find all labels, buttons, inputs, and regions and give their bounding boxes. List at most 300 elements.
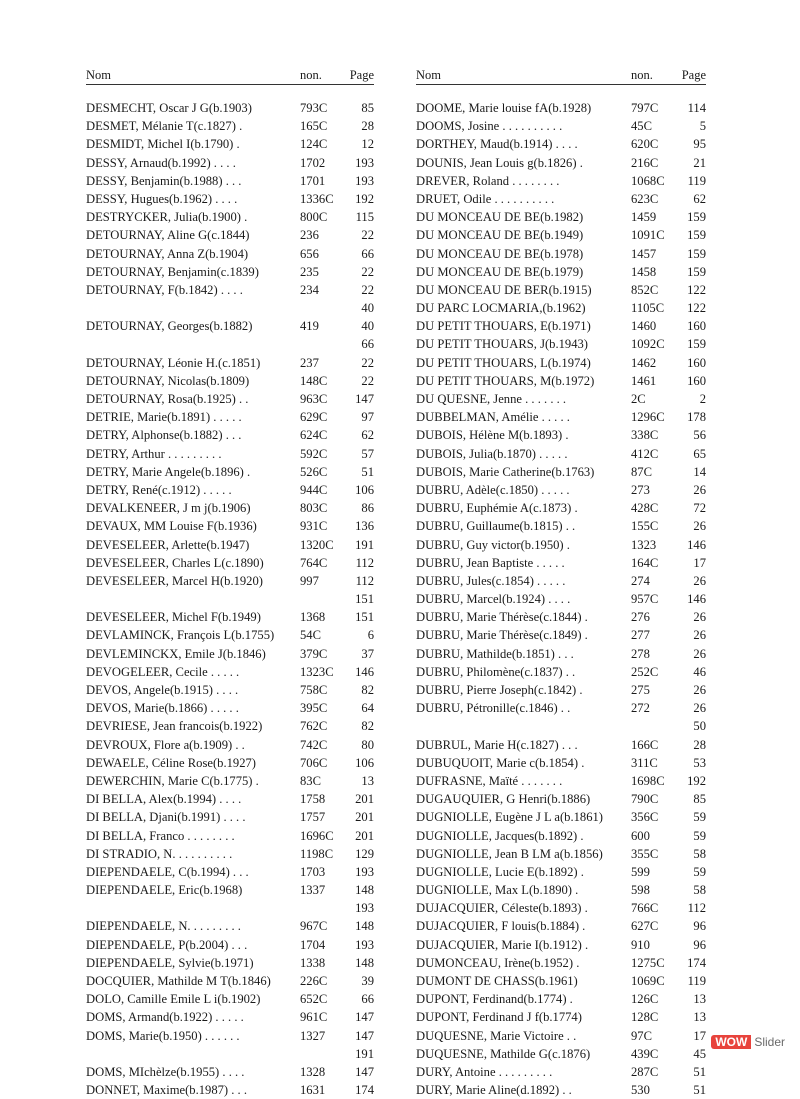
index-entry xyxy=(86,426,374,444)
entry-name: DEVESELEER, Marcel H(b.1920) xyxy=(86,573,263,588)
entry-name: DUMONCEAU, Irène(b.1952) . xyxy=(416,955,580,970)
entry-page: 106 xyxy=(355,755,374,770)
index-entry xyxy=(86,281,374,299)
entry-name: DOMS, Marie(b.1950) . . . . . . xyxy=(86,1028,240,1043)
index-entry xyxy=(416,154,706,172)
entry-number: 742C xyxy=(300,737,328,752)
entry-page: 129 xyxy=(355,846,374,861)
entry-page: 17 xyxy=(693,555,706,570)
index-entry xyxy=(86,772,374,790)
entry-page: 51 xyxy=(693,1083,706,1098)
index-entry xyxy=(416,335,706,353)
entry-name: DU MONCEAU DE BE(b.1979) xyxy=(416,264,584,279)
index-entry xyxy=(416,245,706,263)
entry-number: 1338 xyxy=(300,955,326,970)
entry-page: 86 xyxy=(361,501,374,516)
entry-name: DUGNIOLLE, Jean B LM a(b.1856) xyxy=(416,846,603,861)
entry-name: DEVESELEER, Arlette(b.1947) xyxy=(86,537,250,552)
entry-page: 201 xyxy=(355,792,374,807)
index-entry xyxy=(86,663,374,681)
entry-name: DEVRIESE, Jean francois(b.1922) xyxy=(86,719,263,734)
entry-page: 45 xyxy=(693,1046,706,1061)
entry-name: DUBRU, Mathilde(b.1851) . . . xyxy=(416,646,574,661)
entry-page: 148 xyxy=(355,919,374,934)
index-entry xyxy=(86,190,374,208)
index-entry xyxy=(416,717,706,735)
entry-page: 17 xyxy=(693,1028,706,1043)
entry-number: 598 xyxy=(631,883,650,898)
entry-number: 124C xyxy=(300,137,328,152)
entry-number: 1757 xyxy=(300,810,326,825)
index-entry xyxy=(86,463,374,481)
index-entry xyxy=(416,226,706,244)
entry-page: 85 xyxy=(693,792,706,807)
index-entry xyxy=(416,954,706,972)
entry-page: 106 xyxy=(355,482,374,497)
entry-page: 26 xyxy=(693,519,706,534)
entry-number: 45C xyxy=(631,119,652,134)
entry-name: DETOURNAY, Benjamin(c.1839) xyxy=(86,264,259,279)
entry-page: 160 xyxy=(687,319,706,334)
entry-name: DIEPENDAELE, Sylvie(b.1971) xyxy=(86,955,254,970)
index-entry xyxy=(86,972,374,990)
entry-name: DEVAUX, MM Louise F(b.1936) xyxy=(86,519,257,534)
index-entry xyxy=(86,1027,374,1045)
entry-number: 273 xyxy=(631,482,650,497)
index-entry xyxy=(416,1045,706,1063)
entry-name: DUBRU, Pierre Joseph(c.1842) . xyxy=(416,683,583,697)
entry-number: 706C xyxy=(300,755,328,770)
entry-page: 147 xyxy=(355,1028,374,1043)
header-page: Page xyxy=(349,68,374,82)
entry-name: DU PARC LOCMARIA,(b.1962) xyxy=(416,301,586,316)
entry-number: 797C xyxy=(631,101,659,115)
index-entry xyxy=(416,408,706,426)
entry-name: DUBRU, Pétronille(c.1846) . . xyxy=(416,701,571,716)
entry-page: 147 xyxy=(355,392,374,406)
entry-page: 46 xyxy=(693,664,706,679)
entry-name: DUPONT, Ferdinand(b.1774) . xyxy=(416,992,573,1007)
entry-number: 274 xyxy=(631,573,650,588)
index-entry xyxy=(86,226,374,244)
entry-name: DU MONCEAU DE BE(b.1949) xyxy=(416,228,584,243)
entry-name: DETOURNAY, Anna Z(b.1904) xyxy=(86,246,249,261)
entry-page: 5 xyxy=(699,119,706,134)
entry-number: 379C xyxy=(300,646,328,661)
entry-name: DUBUQUOIT, Marie c(b.1854) . xyxy=(416,755,585,770)
entry-page: 72 xyxy=(693,501,706,516)
entry-name: DUGNIOLLE, Lucie E(b.1892) . xyxy=(416,864,584,879)
entry-page: 66 xyxy=(361,246,374,261)
entry-number: 87C xyxy=(631,464,652,479)
entry-name: DUBRU, Marie Thérèse(c.1849) . xyxy=(416,628,588,643)
index-entry xyxy=(416,572,706,590)
entry-page: 191 xyxy=(355,537,374,552)
entry-number: 1701 xyxy=(300,173,326,188)
entry-name: DETOURNAY, Nicolas(b.1809) xyxy=(86,373,250,388)
index-entry xyxy=(86,536,374,554)
index-entry xyxy=(86,954,374,972)
entry-page: 96 xyxy=(693,919,706,934)
entry-number: 1323C xyxy=(300,664,334,679)
entry-page: 147 xyxy=(355,1010,374,1025)
entry-page: 159 xyxy=(687,264,706,279)
entry-name: DUJACQUIER, F louis(b.1884) . xyxy=(416,919,586,934)
entry-name: DESSY, Benjamin(b.1988) . . . xyxy=(86,173,242,188)
entry-page: 22 xyxy=(361,282,374,297)
entry-page: 65 xyxy=(693,446,706,461)
header-number: non. xyxy=(631,68,653,82)
entry-name: DESSY, Arnaud(b.1992) . . . . xyxy=(86,155,236,170)
entry-page: 28 xyxy=(693,737,706,752)
entry-page: 174 xyxy=(687,955,706,970)
entry-name: DUBBELMAN, Amélie . . . . . xyxy=(416,410,570,425)
entry-number: 1459 xyxy=(631,210,657,225)
entry-number: 762C xyxy=(300,719,328,734)
entry-number: 1320C xyxy=(300,537,334,552)
entry-name: DUPONT, Ferdinand J f(b.1774) xyxy=(416,1010,582,1025)
entry-page: 85 xyxy=(361,101,374,115)
entry-number: 1275C xyxy=(631,955,665,970)
entry-number: 961C xyxy=(300,1010,328,1025)
entry-number: 1703 xyxy=(300,864,326,879)
entry-number: 1460 xyxy=(631,319,657,334)
entry-name: DETRY, Marie Angele(b.1896) . xyxy=(86,464,251,479)
entry-page: 40 xyxy=(361,319,374,334)
entry-name: DUBRU, Jules(c.1854) . . . . . xyxy=(416,573,566,588)
entry-number: 600 xyxy=(631,828,650,843)
index-entry xyxy=(416,117,706,135)
index-entry xyxy=(86,554,374,572)
entry-page: 66 xyxy=(361,992,374,1007)
entry-page: 160 xyxy=(687,373,706,388)
entry-page: 51 xyxy=(693,1064,706,1079)
index-entry xyxy=(416,772,706,790)
index-entry xyxy=(86,1008,374,1026)
entry-number: 1704 xyxy=(300,937,326,952)
entry-name: DOMS, MIchèlze(b.1955) . . . . xyxy=(86,1064,245,1079)
entry-name: DUBRU, Jean Baptiste . . . . . xyxy=(416,555,565,570)
entry-name: DEVROUX, Flore a(b.1909) . . xyxy=(86,737,245,752)
entry-page: 26 xyxy=(693,610,706,625)
entry-page: 26 xyxy=(693,573,706,588)
entry-number: 428C xyxy=(631,501,659,516)
index-entry xyxy=(416,481,706,499)
index-entry xyxy=(86,863,374,881)
index-entry xyxy=(416,1063,706,1081)
index-entry xyxy=(86,335,374,353)
entry-name: DUBRU, Adèle(c.1850) . . . . . xyxy=(416,482,570,497)
entry-name: DREVER, Roland . . . . . . . . xyxy=(416,173,560,188)
entry-page: 151 xyxy=(355,592,374,607)
index-entry xyxy=(86,317,374,335)
entry-number: 272 xyxy=(631,701,650,716)
index-entry xyxy=(416,554,706,572)
entry-number: 355C xyxy=(631,846,659,861)
entry-page: 26 xyxy=(693,646,706,661)
entry-page: 6 xyxy=(367,628,374,643)
entry-page: 119 xyxy=(687,974,706,988)
index-entry xyxy=(86,445,374,463)
index-entry xyxy=(416,99,706,117)
entry-number: 629C xyxy=(300,410,328,425)
entry-number: 412C xyxy=(631,446,659,461)
index-entry xyxy=(416,808,706,826)
entry-number: 764C xyxy=(300,555,328,570)
entry-name: DUBRU, Guy victor(b.1950) . xyxy=(416,537,570,552)
entry-number: 852C xyxy=(631,282,659,297)
entry-page: 80 xyxy=(361,737,374,752)
entry-page: 2 xyxy=(699,392,706,406)
entry-page: 147 xyxy=(355,1064,374,1079)
index-entry xyxy=(86,827,374,845)
entry-number: 931C xyxy=(300,519,328,534)
index-entry xyxy=(86,408,374,426)
entry-number: 164C xyxy=(631,555,659,570)
index-entry xyxy=(86,172,374,190)
entry-name: DESMET, Mélanie T(c.1827) . xyxy=(86,119,243,134)
index-entry xyxy=(86,754,374,772)
entry-number: 338C xyxy=(631,428,659,443)
entry-number: 155C xyxy=(631,519,659,534)
index-entry xyxy=(86,917,374,935)
entry-page: 193 xyxy=(355,937,374,952)
index-entry xyxy=(416,645,706,663)
index-entry xyxy=(416,845,706,863)
entry-page: 40 xyxy=(361,301,374,316)
entry-name: DU PETIT THOUARS, J(b.1943) xyxy=(416,337,589,352)
entry-number: 1105C xyxy=(631,301,665,316)
entry-number: 656 xyxy=(300,246,319,261)
index-entry xyxy=(416,1008,706,1026)
index-entry xyxy=(86,845,374,863)
watermark-part2: Slider xyxy=(754,1035,785,1049)
entry-number: 1696C xyxy=(300,828,334,843)
entry-page: 146 xyxy=(355,664,374,679)
entry-number: 1328 xyxy=(300,1064,326,1079)
index-entry xyxy=(86,117,374,135)
entry-name: DUBOIS, Julia(b.1870) . . . . . xyxy=(416,446,568,461)
entry-number: 1068C xyxy=(631,173,665,188)
entry-number: 166C xyxy=(631,737,659,752)
entry-number: 226C xyxy=(300,974,328,988)
entry-page: 151 xyxy=(355,610,374,625)
entry-number: 800C xyxy=(300,210,328,225)
index-entry xyxy=(86,626,374,644)
entry-name: DOUNIS, Jean Louis g(b.1826) . xyxy=(416,155,583,170)
entry-number: 356C xyxy=(631,810,659,825)
entry-number: 624C xyxy=(300,428,328,443)
entry-name: DU MONCEAU DE BE(b.1978) xyxy=(416,246,584,261)
entry-page: 97 xyxy=(361,410,374,425)
entry-page: 159 xyxy=(687,228,706,243)
entry-page: 53 xyxy=(693,755,706,770)
entry-page: 193 xyxy=(355,173,374,188)
entry-page: 115 xyxy=(355,210,374,225)
entry-number: 623C xyxy=(631,191,659,206)
entry-name: DURY, Marie Aline(d.1892) . . xyxy=(416,1083,572,1098)
entry-number: 1458 xyxy=(631,264,657,279)
index-entry xyxy=(86,390,374,408)
watermark-part1: WOW xyxy=(711,1035,751,1049)
entry-number: 790C xyxy=(631,792,659,807)
entry-number: 957C xyxy=(631,592,659,607)
watermark-logo xyxy=(711,1035,788,1049)
entry-name: DEWERCHIN, Marie C(b.1775) . xyxy=(86,773,259,788)
entry-number: 1457 xyxy=(631,246,657,261)
index-column-left xyxy=(86,66,374,1099)
entry-number: 1462 xyxy=(631,355,657,370)
entry-page: 58 xyxy=(693,846,706,861)
index-entry xyxy=(416,172,706,190)
entry-page: 192 xyxy=(355,191,374,206)
index-entry xyxy=(86,354,374,372)
entry-page: 26 xyxy=(693,482,706,497)
index-entry xyxy=(86,572,374,590)
entry-name: DESSY, Hugues(b.1962) . . . . xyxy=(86,191,238,206)
entry-name: DEVOS, Marie(b.1866) . . . . . xyxy=(86,701,239,716)
entry-number: 1368 xyxy=(300,610,326,625)
entry-page: 57 xyxy=(361,446,374,461)
index-entry xyxy=(416,463,706,481)
entry-name: DETOURNAY, Léonie H.(c.1851) xyxy=(86,355,261,370)
entry-number: 1092C xyxy=(631,337,665,352)
entry-name: DUBRU, Philomène(c.1837) . . xyxy=(416,664,576,679)
entry-page: 13 xyxy=(361,773,374,788)
entry-name: DUGNIOLLE, Jacques(b.1892) . xyxy=(416,828,584,843)
entry-name: DESTRYCKER, Julia(b.1900) . xyxy=(86,210,248,225)
entry-name: DUGAUQUIER, G Henri(b.1886) xyxy=(416,792,591,807)
index-entry xyxy=(86,645,374,663)
index-entry xyxy=(86,681,374,699)
entry-number: 278 xyxy=(631,646,650,661)
index-entry xyxy=(416,263,706,281)
entry-name: DUBRU, Marcel(b.1924) . . . . xyxy=(416,592,571,607)
entry-page: 66 xyxy=(361,337,374,352)
index-entry xyxy=(416,445,706,463)
entry-name: DEWAELE, Céline Rose(b.1927) xyxy=(86,755,256,770)
entry-number: 1461 xyxy=(631,373,657,388)
entry-page: 114 xyxy=(687,101,706,115)
entry-page: 22 xyxy=(361,355,374,370)
entry-name: DETRY, Alphonse(b.1882) . . . xyxy=(86,428,242,443)
header-name: Nom xyxy=(416,68,441,82)
entry-number: 128C xyxy=(631,1010,659,1025)
entry-number: 997 xyxy=(300,573,319,588)
entry-name: DUQUESNE, Marie Victoire . . xyxy=(416,1028,577,1043)
entry-number: 216C xyxy=(631,155,659,170)
entry-page: 59 xyxy=(693,828,706,843)
entry-name: DIEPENDAELE, P(b.2004) . . . xyxy=(86,937,248,952)
index-entry xyxy=(86,590,374,608)
entry-page: 58 xyxy=(693,883,706,898)
index-entry xyxy=(416,881,706,899)
entry-name: DOLO, Camille Emile L i(b.1902) xyxy=(86,992,261,1007)
entry-name: DUBOIS, Marie Catherine(b.1763) xyxy=(416,464,595,479)
entry-number: 599 xyxy=(631,864,650,879)
index-entry xyxy=(416,899,706,917)
entry-name: DEVOS, Angele(b.1915) . . . . xyxy=(86,683,239,697)
index-entry xyxy=(86,790,374,808)
index-entry xyxy=(416,863,706,881)
entry-page: 146 xyxy=(687,537,706,552)
index-entry xyxy=(416,281,706,299)
entry-name: DESMECHT, Oscar J G(b.1903) xyxy=(86,101,252,115)
entry-number: 97C xyxy=(631,1028,652,1043)
entry-number: 1631 xyxy=(300,1083,326,1098)
entry-number: 237 xyxy=(300,355,319,370)
entry-page: 37 xyxy=(361,646,374,661)
index-entry xyxy=(416,626,706,644)
entry-name: DU MONCEAU DE BER(b.1915) xyxy=(416,282,592,297)
entry-number: 1698C xyxy=(631,773,665,788)
index-entry xyxy=(416,190,706,208)
entry-name: DOMS, Armand(b.1922) . . . . . xyxy=(86,1010,244,1025)
entry-number: 275 xyxy=(631,683,650,697)
entry-page: 193 xyxy=(355,901,374,916)
entry-number: 1069C xyxy=(631,974,665,988)
index-entry xyxy=(86,608,374,626)
index-entry xyxy=(86,1063,374,1081)
entry-name: DETRY, Arthur . . . . . . . . . xyxy=(86,446,222,461)
index-entry xyxy=(416,372,706,390)
index-entry xyxy=(86,881,374,899)
index-entry xyxy=(416,590,706,608)
index-entry xyxy=(86,699,374,717)
entry-number: 439C xyxy=(631,1046,659,1061)
entry-page: 59 xyxy=(693,864,706,879)
entry-name: DUBRU, Marie Thérèse(c.1844) . xyxy=(416,610,588,625)
index-entry xyxy=(86,499,374,517)
index-entry xyxy=(416,990,706,1008)
entry-page: 22 xyxy=(361,264,374,279)
entry-name: DETOURNAY, Georges(b.1882) xyxy=(86,319,253,334)
entry-page: 21 xyxy=(693,155,706,170)
entry-name: DETOURNAY, F(b.1842) . . . . xyxy=(86,282,243,297)
entry-page: 59 xyxy=(693,810,706,825)
entry-number: 944C xyxy=(300,482,328,497)
entry-page: 51 xyxy=(361,464,374,479)
index-entry xyxy=(86,899,374,917)
entry-name: DUBOIS, Hélène M(b.1893) . xyxy=(416,428,569,443)
entry-page: 136 xyxy=(355,519,374,534)
entry-number: 1198C xyxy=(300,846,334,861)
entry-name: DI BELLA, Franco . . . . . . . . xyxy=(86,828,235,843)
entry-page: 62 xyxy=(693,191,706,206)
entry-name: DOOME, Marie louise fA(b.1928) xyxy=(416,101,592,115)
entry-number: 627C xyxy=(631,919,659,934)
index-entry xyxy=(416,827,706,845)
index-entry xyxy=(86,1045,374,1063)
entry-number: 1327 xyxy=(300,1028,326,1043)
entry-name: DUQUESNE, Mathilde G(c.1876) xyxy=(416,1046,591,1061)
entry-name: DUJACQUIER, Céleste(b.1893) . xyxy=(416,901,588,916)
entry-page: 174 xyxy=(355,1083,374,1098)
entry-number: 2C xyxy=(631,392,646,406)
entry-number: 530 xyxy=(631,1083,650,1098)
index-entry xyxy=(416,1081,706,1099)
index-entry xyxy=(416,917,706,935)
entry-name: DUFRASNE, Maïté . . . . . . . xyxy=(416,773,563,788)
entry-name: DU QUESNE, Jenne . . . . . . . xyxy=(416,392,567,406)
entry-name: DU MONCEAU DE BE(b.1982) xyxy=(416,210,584,225)
index-entry xyxy=(86,736,374,754)
entry-number: 967C xyxy=(300,919,328,934)
entry-page: 201 xyxy=(355,810,374,825)
entry-number: 395C xyxy=(300,701,328,716)
entry-name: DUBRUL, Marie H(c.1827) . . . xyxy=(416,737,578,752)
entry-number: 1337 xyxy=(300,883,326,898)
